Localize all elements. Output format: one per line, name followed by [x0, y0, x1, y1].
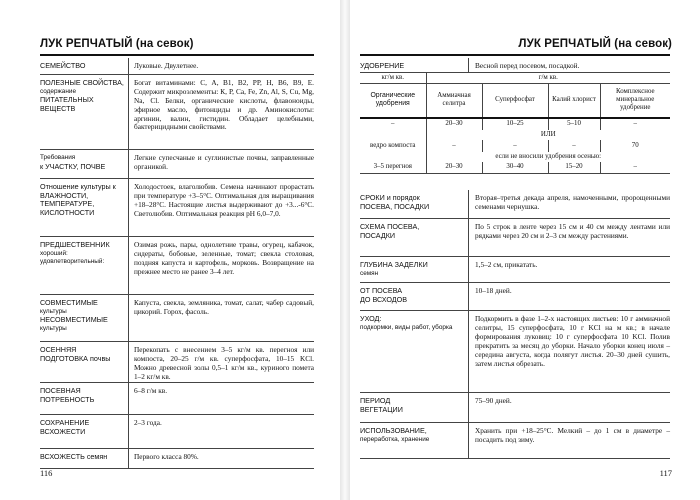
title-rule [40, 54, 314, 56]
row-label: УДОБРЕНИЕ [360, 60, 405, 70]
row-label: СРОКИ и порядок ПОСЕВА, ПОСАДКИ [360, 193, 430, 211]
row-value: Подкормить в фазе 1–2-х настоящих листьев: 10 г аммиачной селитры, 15 суперфосфата, 10 г KCl на м кв.; в начале формирования луковиц: 10 г суперфосфата 10 KCl. Полив прекратить за месяц до уборки. Начало уборки конец июля – середина августа, когда полягут листья. 20–30 дней сушить, затем листья обрезать. [468, 311, 670, 392]
table-row [40, 295, 314, 342]
cell: 15–20 [548, 162, 600, 174]
cell: – [600, 118, 670, 130]
table-row [360, 423, 670, 459]
row-label: СОХРАНЕНИЕ ВСХОЖЕСТИ [40, 417, 90, 436]
cell: – [548, 140, 600, 152]
row-label: ГЛУБИНА ЗАДЕЛКИ семян [360, 260, 428, 277]
right-page [350, 0, 700, 500]
fertilizer-table [360, 58, 670, 174]
row-label: СОВМЕСТИМЫЕ культуры НЕСОВМЕСТИМЫЕ культуры [40, 297, 108, 332]
table-row [360, 393, 670, 423]
table-row [40, 415, 314, 449]
table-row [40, 342, 314, 383]
page-title: ЛУК РЕПЧАТЫЙ (на севок) [518, 38, 672, 50]
cell: – [600, 162, 670, 174]
table-row [360, 190, 670, 219]
row-value: 2–3 года. [128, 415, 314, 448]
row-value: Луковые. Двулетнее. [128, 58, 314, 74]
cell: ведро компоста [370, 141, 416, 149]
row-value: Капуста, свекла, земляника, томат, салат, чабер садовый, цикорий. Горох, фасоль. [128, 295, 314, 341]
row-value: Холодостоек, влаголюбив. Семена начинают прорастать при температуре +3–5°С. Оптимальная для выращивания +18–28°С. Настоящие листья выдерживают до +3...-6°С. Светолюбив. Оптимальная реакция рН 6,0–7,0. [128, 179, 314, 236]
cell: – [426, 140, 482, 152]
row-label: ОСЕННЯЯ ПОДГОТОВКА почвы [40, 344, 111, 363]
row-label: ПОЛЕЗНЫЕ СВОЙСТВА, содержание ПИТАТЕЛЬНЫХ ВЕЩЕСТВ [40, 77, 124, 113]
row-label: ПРЕДШЕСТВЕННИК хороший: удовлетворительный: [40, 239, 110, 266]
page-number: 116 [40, 468, 53, 478]
unit-g-label: г/м кв. [426, 73, 670, 84]
row-value: Перекопать с внесением 3–5 кг/м кв. перегноя или компоста, 20–25 г/м кв. суперфосфата, 10–15 KCl. Можно древесной золы 0,5–1 кг/м кв., куриного помета 1–2 кг/м кв. [128, 342, 314, 382]
row-value: Хранить при +18–25°С. Мелкий – до 1 см в диаметре – посадить под зиму. [468, 423, 670, 458]
row-label: Отношение культуры к ВЛАЖНОСТИ, ТЕМПЕРАТУРЕ, КИСЛОТНОСТИ [40, 181, 116, 217]
table-row [40, 58, 314, 75]
unit-kg-label: кг/м кв. [360, 73, 426, 84]
row-label: ИСПОЛЬЗОВАНИЕ, переработка, хранение [360, 426, 430, 443]
cell: 20–30 [426, 118, 482, 130]
row-label: УХОД: подкормки, виды работ, уборка [360, 314, 453, 331]
row-value: 1,5–2 см, прикатать. [468, 257, 670, 282]
fertilizer-grid [360, 73, 670, 174]
table-row [360, 162, 670, 174]
info-table [360, 190, 670, 459]
row-label: ОТ ПОСЕВА ДО ВСХОДОВ [360, 286, 408, 304]
table-row [40, 449, 314, 469]
col-header-complex: Комплексное минеральное удобрение [600, 84, 670, 118]
row-label: ВСХОЖЕСТЬ семян [40, 451, 108, 461]
table-row [360, 257, 670, 283]
cell: 70 [600, 140, 670, 152]
info-table [40, 58, 314, 469]
row-value: Первого класса 80%. [128, 449, 314, 468]
row-value: Весной перед посевом, посадкой. [468, 58, 579, 73]
row-value: 10–18 дней. [468, 283, 670, 310]
row-value: Богат витаминами: С, А, В1, В2, РР, Н, В6, В9, Е. Содержит микроэлементы: К, Р, Са, Fe, Zn, Al, S, Cu, Mg, Na, Cl. Белки, органические кислоты, флавоноиды, эфирное масло, фитонциды и др. Аминокислоты: аргинин, валин, гистидин. Обладает целебными, бактерицидными свойствами. [128, 75, 314, 149]
cell: 10–25 [482, 118, 548, 130]
table-row [40, 383, 314, 415]
row-value: По 5 строк в ленте через 15 см и 40 см между лентами или рядками через 20 см и 2–3 см между растениями. [468, 219, 670, 256]
col-header-organic: Органические удобрения [360, 84, 426, 118]
table-row [360, 118, 670, 130]
row-value: 6–8 г/м кв. [128, 383, 314, 414]
row-label: Требования к УЧАСТКУ, ПОЧВЕ [40, 153, 106, 171]
col-header-ammonium: Аммиачная селитра [426, 84, 482, 118]
row-label: СЕМЕЙСТВО [40, 61, 86, 70]
row-label: ПЕРИОД ВЕГЕТАЦИИ [360, 396, 403, 414]
table-row [360, 140, 670, 152]
col-header-potassium: Калий хлорист [548, 84, 600, 118]
cell: 20–30 [426, 162, 482, 174]
table-row [360, 311, 670, 393]
cell: – [391, 120, 395, 127]
table-row [360, 219, 670, 257]
row-label: СХЕМА ПОСЕВА, ПОСАДКИ [360, 222, 420, 240]
table-row [40, 75, 314, 150]
table-row [40, 237, 314, 295]
row-value: Вторая–третья декада апреля, намоченными, пророщенными семенами чернушка. [468, 190, 670, 218]
table-row [40, 150, 314, 179]
cell: 3–5 перегноя [360, 162, 426, 174]
row-value: Озимая рожь, пары, однолетние травы, огурец, кабачок, сидераты, бобовые, зеленные, томат; свекла столовая, поздняя капуста и картофель, морковь. Возвращение на прежнее место не ранее 3–4 лет. [128, 237, 314, 294]
table-row [360, 283, 670, 311]
table-row [40, 179, 314, 237]
cell: 5–10 [548, 118, 600, 130]
page-title: ЛУК РЕПЧАТЫЙ (на севок) [40, 38, 194, 50]
or-separator: ИЛИ [426, 130, 670, 140]
cell: – [482, 140, 548, 152]
left-page [0, 0, 340, 500]
title-rule [360, 54, 670, 56]
row-value: Легкие супесчаные и суглинистые почвы, заправленные органикой. [128, 150, 314, 178]
fertilizer-header [360, 58, 670, 73]
row-value: 75–90 дней. [468, 393, 670, 422]
row-label: ПОСЕВНАЯ ПОТРЕБНОСТЬ [40, 385, 95, 404]
fertilizer-note: если не вносили удобрения осенью: [426, 152, 670, 162]
col-header-superphosphate: Суперфосфат [482, 84, 548, 118]
page-number: 117 [659, 468, 672, 478]
cell: 30–40 [482, 162, 548, 174]
book-spine [340, 0, 350, 500]
